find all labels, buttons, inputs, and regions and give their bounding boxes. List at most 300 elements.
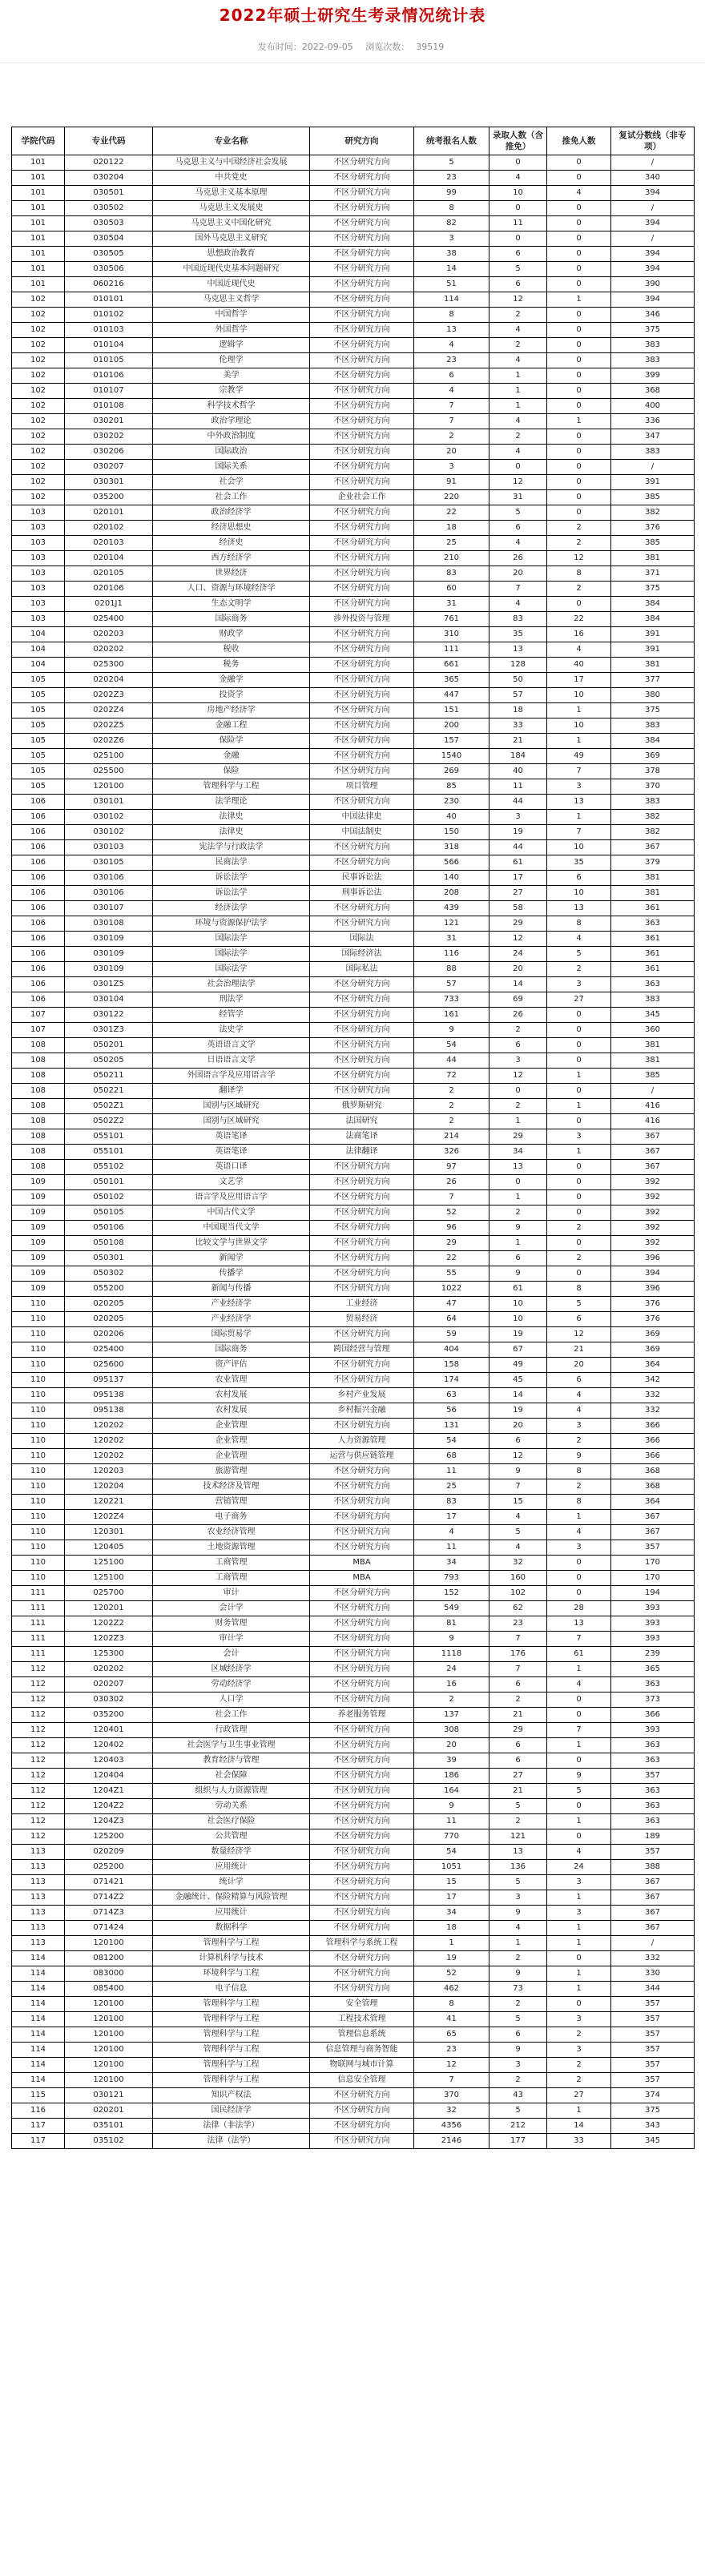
cell-major-name: 世界经济 [153, 566, 310, 582]
cell-recommended: 6 [547, 1373, 611, 1388]
cell-recommended: 1 [547, 1145, 611, 1160]
cell-admitted: 49 [489, 1358, 547, 1373]
cell-recommended: 1 [547, 1069, 611, 1084]
cell-cutoff: / [611, 155, 695, 171]
cell-direction: 不区分研究方向 [310, 703, 414, 718]
cell-recommended: 0 [547, 1236, 611, 1251]
cell-major-name: 中共党史 [153, 171, 310, 186]
cell-cutoff: 381 [611, 871, 695, 886]
cell-admitted: 40 [489, 764, 547, 779]
cell-recommended: 6 [547, 1312, 611, 1327]
cell-applicants: 18 [414, 521, 489, 536]
cell-college-code: 110 [12, 1495, 65, 1510]
cell-college-code: 103 [12, 505, 65, 521]
cell-major-code: 030501 [65, 186, 153, 201]
table-row [12, 886, 695, 901]
cell-major-code: 020103 [65, 536, 153, 551]
cell-major-code: 050205 [65, 1053, 153, 1069]
table-row [12, 1327, 695, 1342]
cell-recommended: 8 [547, 566, 611, 582]
cell-recommended: 0 [547, 1205, 611, 1221]
cell-college-code: 114 [12, 2012, 65, 2027]
cell-major-name: 审计学 [153, 1632, 310, 1647]
cell-major-name: 金融统计、保险精算与风险管理 [153, 1890, 310, 1906]
col-header-major-code: 专业代码 [65, 127, 153, 155]
cell-admitted: 5 [489, 2103, 547, 2119]
cell-applicants: 404 [414, 1342, 489, 1358]
table-row [12, 445, 695, 460]
table-row [12, 521, 695, 536]
cell-cutoff: 363 [611, 916, 695, 932]
cell-college-code: 105 [12, 703, 65, 718]
table-row [12, 490, 695, 505]
table-row [12, 901, 695, 916]
cell-major-code: 025200 [65, 1860, 153, 1875]
cell-cutoff: 366 [611, 1419, 695, 1434]
cell-major-name: 计算机科学与技术 [153, 1951, 310, 1966]
cell-major-code: 020205 [65, 1297, 153, 1312]
cell-direction: 法律翻译 [310, 1145, 414, 1160]
cell-applicants: 447 [414, 688, 489, 703]
table-row [12, 1829, 695, 1845]
cell-major-code: 010101 [65, 292, 153, 308]
cell-admitted: 7 [489, 1632, 547, 1647]
cell-recommended: 0 [547, 1951, 611, 1966]
cell-admitted: 0 [489, 201, 547, 216]
cell-applicants: 318 [414, 840, 489, 855]
cell-major-name: 劳动关系 [153, 1799, 310, 1814]
cell-major-code: 035102 [65, 2134, 153, 2149]
cell-major-name: 宪法学与行政法学 [153, 840, 310, 855]
cell-recommended: 0 [547, 384, 611, 399]
cell-direction: 不区分研究方向 [310, 186, 414, 201]
cell-recommended: 6 [547, 871, 611, 886]
cell-college-code: 113 [12, 1845, 65, 1860]
cell-admitted: 2 [489, 1023, 547, 1038]
cell-college-code: 111 [12, 1647, 65, 1662]
cell-cutoff: 332 [611, 1951, 695, 1966]
cell-recommended: 4 [547, 932, 611, 947]
cell-cutoff: 380 [611, 688, 695, 703]
cell-major-code: 025700 [65, 1586, 153, 1601]
cell-admitted: 4 [489, 1540, 547, 1556]
cell-cutoff: 345 [611, 2134, 695, 2149]
table-row [12, 1069, 695, 1084]
cell-direction: 不区分研究方向 [310, 1921, 414, 1936]
cell-cutoff: 375 [611, 582, 695, 597]
cell-recommended: 3 [547, 1129, 611, 1145]
cell-admitted: 19 [489, 825, 547, 840]
cell-college-code: 110 [12, 1571, 65, 1586]
cell-recommended: 0 [547, 216, 611, 231]
cell-cutoff: 394 [611, 247, 695, 262]
cell-admitted: 3 [489, 2058, 547, 2073]
cell-recommended: 28 [547, 1601, 611, 1616]
cell-major-code: 035101 [65, 2119, 153, 2134]
cell-admitted: 4 [489, 171, 547, 186]
cell-major-name: 人口学 [153, 1693, 310, 1708]
table-row [12, 1038, 695, 1053]
cell-major-code: 020122 [65, 155, 153, 171]
cell-direction: 不区分研究方向 [310, 1799, 414, 1814]
cell-direction: MBA [310, 1556, 414, 1571]
table-row [12, 2043, 695, 2058]
cell-admitted: 4 [489, 1921, 547, 1936]
table-row [12, 1540, 695, 1556]
cell-major-code: 030106 [65, 886, 153, 901]
cell-cutoff: 345 [611, 1008, 695, 1023]
cell-college-code: 107 [12, 1008, 65, 1023]
cell-applicants: 39 [414, 1753, 489, 1769]
cell-cutoff: 357 [611, 2043, 695, 2058]
cell-recommended: 1 [547, 292, 611, 308]
cell-applicants: 121 [414, 916, 489, 932]
table-row [12, 1008, 695, 1023]
cell-major-name: 英语笔译 [153, 1129, 310, 1145]
cell-direction: 不区分研究方向 [310, 1784, 414, 1799]
cell-applicants: 157 [414, 734, 489, 749]
cell-major-name: 金融工程 [153, 718, 310, 734]
cell-direction: 不区分研究方向 [310, 855, 414, 871]
cell-applicants: 18 [414, 1921, 489, 1936]
cell-direction: 不区分研究方向 [310, 1327, 414, 1342]
table-row [12, 749, 695, 764]
cell-major-name: 外国哲学 [153, 323, 310, 338]
cell-major-code: 010102 [65, 308, 153, 323]
cell-direction: 不区分研究方向 [310, 536, 414, 551]
cell-college-code: 105 [12, 779, 65, 795]
cell-major-name: 比较文学与世界文学 [153, 1236, 310, 1251]
cell-applicants: 793 [414, 1571, 489, 1586]
cell-applicants: 770 [414, 1829, 489, 1845]
cell-college-code: 104 [12, 658, 65, 673]
cell-applicants: 230 [414, 795, 489, 810]
cell-admitted: 14 [489, 1388, 547, 1403]
cell-recommended: 0 [547, 1175, 611, 1190]
cell-major-name: 伦理学 [153, 353, 310, 368]
cell-cutoff: 367 [611, 1525, 695, 1540]
cell-major-name: 投资学 [153, 688, 310, 703]
table-row [12, 1312, 695, 1327]
cell-applicants: 4 [414, 338, 489, 353]
cell-cutoff: 363 [611, 1784, 695, 1799]
cell-major-name: 统计学 [153, 1875, 310, 1890]
cell-admitted: 57 [489, 688, 547, 703]
cell-direction: 物联网与城市计算 [310, 2058, 414, 2073]
cell-major-name: 社会医学与卫生事业管理 [153, 1738, 310, 1753]
table-row [12, 338, 695, 353]
cell-college-code: 113 [12, 1875, 65, 1890]
cell-college-code: 114 [12, 2027, 65, 2043]
table-row [12, 1921, 695, 1936]
cell-applicants: 82 [414, 216, 489, 231]
cell-admitted: 2 [489, 1997, 547, 2012]
cell-applicants: 11 [414, 1814, 489, 1829]
table-row [12, 734, 695, 749]
cell-cutoff: 378 [611, 764, 695, 779]
cell-admitted: 128 [489, 658, 547, 673]
cell-major-name: 管理科学与工程 [153, 2043, 310, 2058]
cell-admitted: 11 [489, 216, 547, 231]
cell-major-name: 思想政治教育 [153, 247, 310, 262]
cell-college-code: 113 [12, 1906, 65, 1921]
cell-applicants: 81 [414, 1616, 489, 1632]
table-row [12, 1449, 695, 1464]
cell-major-name: 知识产权法 [153, 2088, 310, 2103]
cell-college-code: 110 [12, 1434, 65, 1449]
cell-direction: 不区分研究方向 [310, 1069, 414, 1084]
cell-recommended: 4 [547, 1845, 611, 1860]
cell-major-code: 0202Z3 [65, 688, 153, 703]
cell-college-code: 105 [12, 718, 65, 734]
cell-direction: 不区分研究方向 [310, 1160, 414, 1175]
cell-college-code: 110 [12, 1312, 65, 1327]
cell-major-name: 中国哲学 [153, 308, 310, 323]
cell-college-code: 110 [12, 1419, 65, 1434]
cell-cutoff: 391 [611, 627, 695, 642]
cell-major-name: 国外马克思主义研究 [153, 231, 310, 247]
cell-college-code: 108 [12, 1099, 65, 1114]
cell-recommended: 0 [547, 1266, 611, 1282]
cell-major-code: 020202 [65, 642, 153, 658]
cell-recommended: 27 [547, 2088, 611, 2103]
cell-major-code: 071421 [65, 1875, 153, 1890]
cell-cutoff: 396 [611, 1251, 695, 1266]
cell-applicants: 41 [414, 2012, 489, 2027]
cell-recommended: 1 [547, 1936, 611, 1951]
cell-major-code: 030503 [65, 216, 153, 231]
cell-recommended: 0 [547, 247, 611, 262]
cell-applicants: 7 [414, 399, 489, 414]
cell-cutoff: 382 [611, 825, 695, 840]
table-row [12, 429, 695, 445]
cell-direction: 跨国经营与管理 [310, 1342, 414, 1358]
cell-cutoff: 381 [611, 1053, 695, 1069]
cell-recommended: 24 [547, 1860, 611, 1875]
cell-admitted: 0 [489, 231, 547, 247]
cell-applicants: 26 [414, 1175, 489, 1190]
cell-recommended: 2 [547, 536, 611, 551]
cell-direction: 不区分研究方向 [310, 155, 414, 171]
cell-applicants: 326 [414, 1145, 489, 1160]
cell-applicants: 52 [414, 1205, 489, 1221]
cell-recommended: 12 [547, 551, 611, 566]
cell-admitted: 3 [489, 1890, 547, 1906]
cell-college-code: 101 [12, 171, 65, 186]
cell-college-code: 106 [12, 977, 65, 992]
cell-direction: 不区分研究方向 [310, 1966, 414, 1982]
cell-applicants: 7 [414, 1190, 489, 1205]
cell-major-name: 翻译学 [153, 1084, 310, 1099]
cell-cutoff: 363 [611, 1677, 695, 1693]
cell-cutoff: 383 [611, 445, 695, 460]
cell-major-code: 030301 [65, 475, 153, 490]
cell-major-name: 法史学 [153, 1023, 310, 1038]
cell-college-code: 109 [12, 1205, 65, 1221]
cell-major-name: 社会工作 [153, 490, 310, 505]
cell-cutoff: 375 [611, 703, 695, 718]
cell-admitted: 35 [489, 627, 547, 642]
cell-admitted: 6 [489, 521, 547, 536]
cell-direction: 不区分研究方向 [310, 1251, 414, 1266]
cell-recommended: 0 [547, 1708, 611, 1723]
table-row [12, 566, 695, 582]
cell-major-name: 工商管理 [153, 1556, 310, 1571]
cell-admitted: 176 [489, 1647, 547, 1662]
cell-admitted: 2 [489, 1814, 547, 1829]
table-row [12, 855, 695, 871]
cell-recommended: 0 [547, 429, 611, 445]
cell-direction: 不区分研究方向 [310, 1510, 414, 1525]
cell-major-name: 逻辑学 [153, 338, 310, 353]
cell-applicants: 1540 [414, 749, 489, 764]
cell-admitted: 12 [489, 932, 547, 947]
cell-admitted: 83 [489, 612, 547, 627]
table-row [12, 1814, 695, 1829]
cell-college-code: 102 [12, 399, 65, 414]
cell-direction: 不区分研究方向 [310, 749, 414, 764]
table-row [12, 1738, 695, 1753]
cell-cutoff: 383 [611, 718, 695, 734]
cell-cutoff: 383 [611, 795, 695, 810]
cell-major-name: 环境科学与工程 [153, 1966, 310, 1982]
cell-cutoff: 373 [611, 1693, 695, 1708]
cell-admitted: 23 [489, 1616, 547, 1632]
cell-cutoff: 374 [611, 2088, 695, 2103]
cell-admitted: 1 [489, 1190, 547, 1205]
cell-admitted: 5 [489, 1799, 547, 1814]
table-row [12, 1221, 695, 1236]
cell-admitted: 6 [489, 1738, 547, 1753]
cell-college-code: 101 [12, 186, 65, 201]
cell-direction: 不区分研究方向 [310, 1906, 414, 1921]
cell-applicants: 17 [414, 1510, 489, 1525]
cell-major-code: 020101 [65, 505, 153, 521]
cell-recommended: 9 [547, 1449, 611, 1464]
cell-recommended: 0 [547, 460, 611, 475]
cell-admitted: 1 [489, 399, 547, 414]
cell-major-name: 国际政治 [153, 445, 310, 460]
cell-major-name: 马克思主义发展史 [153, 201, 310, 216]
cell-cutoff: 368 [611, 1479, 695, 1495]
cell-applicants: 32 [414, 2103, 489, 2119]
cell-major-name: 管理科学与工程 [153, 1997, 310, 2012]
cell-college-code: 112 [12, 1693, 65, 1708]
cell-admitted: 44 [489, 840, 547, 855]
cell-college-code: 105 [12, 688, 65, 703]
cell-applicants: 60 [414, 582, 489, 597]
cell-cutoff: 347 [611, 429, 695, 445]
cell-direction: 不区分研究方向 [310, 1677, 414, 1693]
cell-college-code: 112 [12, 1829, 65, 1845]
cell-direction: 不区分研究方向 [310, 901, 414, 916]
cell-major-name: 管理科学与工程 [153, 779, 310, 795]
cell-admitted: 69 [489, 992, 547, 1008]
cell-major-code: 120204 [65, 1479, 153, 1495]
cell-recommended: 1 [547, 1662, 611, 1677]
table-row [12, 1753, 695, 1769]
cell-recommended: 0 [547, 308, 611, 323]
cell-major-name: 国际贸易学 [153, 1327, 310, 1342]
cell-admitted: 20 [489, 1419, 547, 1434]
cell-cutoff: 382 [611, 505, 695, 521]
cell-direction: 不区分研究方向 [310, 642, 414, 658]
table-row [12, 247, 695, 262]
table-header-row [12, 127, 695, 155]
cell-cutoff: 194 [611, 1586, 695, 1601]
cell-admitted: 9 [489, 1906, 547, 1921]
cell-major-code: 120100 [65, 2073, 153, 2088]
cell-direction: 安全管理 [310, 1997, 414, 2012]
cell-major-name: 马克思主义中国化研究 [153, 216, 310, 231]
cell-recommended: 8 [547, 1495, 611, 1510]
cell-major-name: 美学 [153, 368, 310, 384]
cell-admitted: 4 [489, 353, 547, 368]
cell-college-code: 106 [12, 992, 65, 1008]
cell-college-code: 112 [12, 1814, 65, 1829]
cell-major-code: 0202Z5 [65, 718, 153, 734]
cell-recommended: 1 [547, 1921, 611, 1936]
cell-college-code: 106 [12, 962, 65, 977]
cell-cutoff: 381 [611, 886, 695, 901]
cell-major-code: 055101 [65, 1129, 153, 1145]
cell-major-code: 020204 [65, 673, 153, 688]
cell-major-name: 金融 [153, 749, 310, 764]
cell-major-code: 095137 [65, 1373, 153, 1388]
cell-admitted: 136 [489, 1860, 547, 1875]
cell-major-name: 国际法学 [153, 947, 310, 962]
cell-major-name: 国际商务 [153, 1342, 310, 1358]
cell-applicants: 2 [414, 1693, 489, 1708]
cell-admitted: 0 [489, 1175, 547, 1190]
cell-college-code: 110 [12, 1449, 65, 1464]
cell-admitted: 1 [489, 1936, 547, 1951]
table-body [12, 155, 695, 2149]
table-row [12, 1282, 695, 1297]
cell-applicants: 1022 [414, 1282, 489, 1297]
cell-recommended: 61 [547, 1647, 611, 1662]
cell-recommended: 3 [547, 1540, 611, 1556]
cell-recommended: 0 [547, 171, 611, 186]
cell-applicants: 9 [414, 1799, 489, 1814]
cell-recommended: 5 [547, 1784, 611, 1799]
table-row [12, 1997, 695, 2012]
cell-direction: 中国法制史 [310, 825, 414, 840]
cell-recommended: 5 [547, 1297, 611, 1312]
cell-recommended: 0 [547, 1038, 611, 1053]
cell-cutoff: 381 [611, 1038, 695, 1053]
cell-recommended: 4 [547, 1525, 611, 1540]
cell-direction: 不区分研究方向 [310, 1175, 414, 1190]
cell-applicants: 38 [414, 247, 489, 262]
table-row [12, 2058, 695, 2073]
cell-applicants: 1118 [414, 1647, 489, 1662]
cell-major-code: 120100 [65, 1936, 153, 1951]
cell-major-code: 010103 [65, 323, 153, 338]
cell-college-code: 114 [12, 2043, 65, 2058]
cell-direction: 不区分研究方向 [310, 977, 414, 992]
cell-cutoff: 363 [611, 1799, 695, 1814]
cell-applicants: 17 [414, 1890, 489, 1906]
cell-recommended: 0 [547, 1829, 611, 1845]
cell-major-code: 083000 [65, 1966, 153, 1982]
cell-direction: 不区分研究方向 [310, 353, 414, 368]
cell-major-code: 125300 [65, 1647, 153, 1662]
cell-major-name: 教育经济与管理 [153, 1753, 310, 1769]
cell-cutoff: 357 [611, 2073, 695, 2088]
views-label: 浏览次数： [365, 42, 410, 52]
cell-college-code: 110 [12, 1342, 65, 1358]
